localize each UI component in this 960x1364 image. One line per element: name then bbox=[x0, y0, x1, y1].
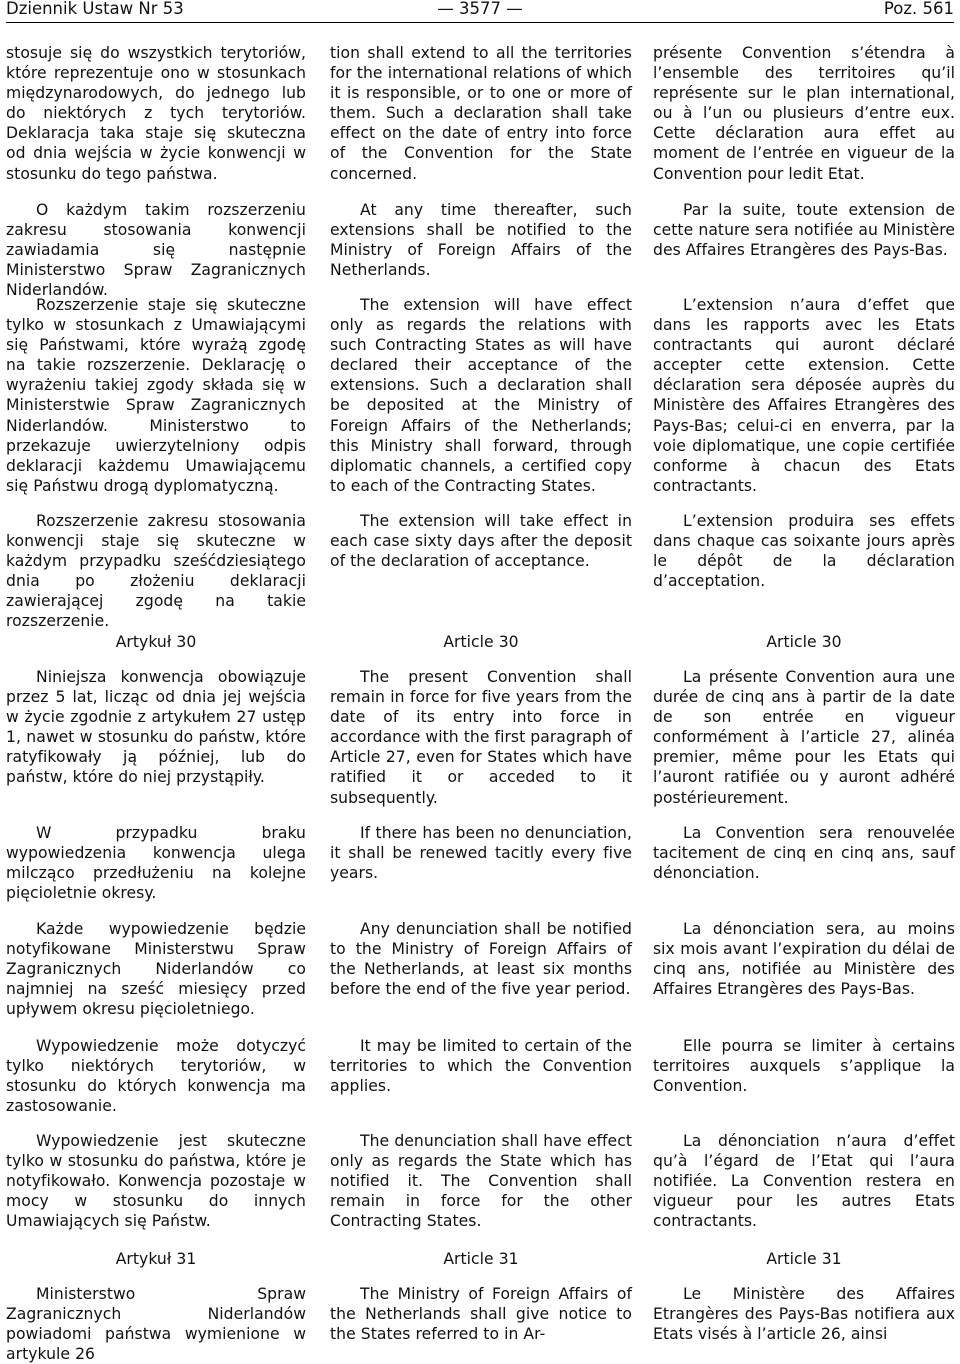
pl-paragraph-6: W przypadku braku wypowiedzenia konwencja ulega milcząco przedłużeniu na kolejne pięcioletnie okresy. bbox=[6, 824, 306, 903]
pl-paragraph-8: Wypowiedzenie może dotyczyć tylko niektórych terytoriów, w stosunku do których konwencja ma zastosowanie. bbox=[6, 1037, 306, 1116]
fr-article-31-heading: Article 31 bbox=[766, 1250, 842, 1268]
fr-paragraph-6: La Convention sera renouvelée tacitement de cinq en cinq ans, sauf dénonciation. bbox=[653, 824, 955, 883]
en-paragraph-3: The extension will have effect only as regards the relations with such Contracting States as will have declared their acceptance of the extensions. Such a declaration shall be deposited at the Ministry of Foreign Affairs of the Netherlands; this Ministry shall forward, through diplomatic channels, a certified copy to each of the Contracting States. bbox=[330, 296, 632, 495]
fr-article-30-heading: Article 30 bbox=[766, 633, 842, 651]
en-paragraph-7: Any denunciation shall be notified to the Ministry of Foreign Affairs of the Netherlands, at least six months before the end of the five year period. bbox=[330, 920, 632, 999]
en-paragraph-8: It may be limited to certain of the territories to which the Convention applies. bbox=[330, 1037, 632, 1096]
en-paragraph-1: tion shall extend to all the territories for the international relations of which it is responsible, or to one or more of them. Such a declaration shall take effect on the date of entry into force of the Convention for the State concerned. bbox=[330, 44, 632, 183]
fr-paragraph-9: La dénonciation n’aura d’effet qu’à l’égard de l’Etat qui l’aura notifiée. La Convention restera en vigueur pour les autres Etats contractants. bbox=[653, 1132, 955, 1231]
journal-title: Dziennik Ustaw Nr 53 bbox=[6, 0, 184, 18]
en-article-30-heading: Article 30 bbox=[443, 633, 519, 651]
pl-paragraph-3: Rozszerzenie staje się skuteczne tylko w stosunkach z Umawiającymi się Państwami, które wyrażą zgodę na takie rozszerzenie. Deklarację o wyrażeniu takiej zgody składa się w Ministerstwie Spraw Zagranicznych Niderlandów. Ministerstwo to przekazuje uwierzytelniony odpis deklaracji każdemu Umawiającemu się Państwu drogą dyplomatyczną. bbox=[6, 296, 306, 495]
fr-paragraph-1: présente Convention s’étendra à l’ensemble des territoires qu’il représente sur le plan international, ou à l’un ou plusieurs d’entre eux. Cette déclaration aura effet au moment de l’entrée en vigueur de la Convention pour ledit Etat. bbox=[653, 44, 955, 183]
en-paragraph-6: If there has been no denunciation, it shall be renewed tacitly every five years. bbox=[330, 824, 632, 883]
en-paragraph-10: The Ministry of Foreign Affairs of the Netherlands shall give notice to the States referred to in Ar- bbox=[330, 1285, 632, 1344]
en-paragraph-2: At any time thereafter, such extensions shall be notified to the Ministry of Foreign Affairs of the Netherlands. bbox=[330, 201, 632, 280]
fr-paragraph-2: Par la suite, toute extension de cette nature sera notifiée au Ministère des Affaires Etrangères des Pays-Bas. bbox=[653, 201, 955, 260]
position-number: Poz. 561 bbox=[883, 0, 954, 18]
page-number: — 3577 — bbox=[437, 0, 523, 18]
pl-paragraph-9: Wypowiedzenie jest skuteczne tylko w stosunku do państwa, które je notyfikowało. Konwencja pozostaje w mocy w stosunku do innych Umawiających się Państw. bbox=[6, 1132, 306, 1231]
fr-paragraph-7: La dénonciation sera, au moins six mois avant l’expiration du délai de cinq ans, notifiée au Ministère des Affaires Etrangères des Pays-Bas. bbox=[653, 920, 955, 999]
fr-paragraph-10: Le Ministère des Affaires Etrangères des Pays-Bas notifiera aux Etats visés à l’article 26, ainsi bbox=[653, 1285, 955, 1344]
pl-article-30-heading: Artykuł 30 bbox=[115, 633, 197, 651]
en-paragraph-4: The extension will take effect in each case sixty days after the deposit of the declaration of acceptance. bbox=[330, 512, 632, 571]
pl-paragraph-2: O każdym takim rozszerzeniu zakresu stosowania konwencji zawiadamia się następnie Ministerstwo Spraw Zagranicznych Niderlandów. bbox=[6, 201, 306, 300]
fr-paragraph-5: La présente Convention aura une durée de cinq ans à partir de la date de son entrée en vigueur conformément à l’article 27, alinéa premier, même pour les Etats qui l’auront ratifiée ou y auront adhéré postérieurement. bbox=[653, 668, 955, 807]
pl-paragraph-7: Każde wypowiedzenie będzie notyfikowane Ministerstwu Spraw Zagranicznych Niderlandów co najmniej na sześć miesięcy przed upływem okresu pięcioletniego. bbox=[6, 920, 306, 1019]
pl-paragraph-4: Rozszerzenie zakresu stosowania konwencji staje się skuteczne w każdym przypadku sześćdziesiątego dnia po złożeniu deklaracji zawierającej zgodę na takie rozszerzenie. bbox=[6, 512, 306, 631]
en-paragraph-5: The present Convention shall remain in force for five years from the date of its entry into force in accordance with the first paragraph of Article 27, even for States which have ratified it or acceded to it subsequently. bbox=[330, 668, 632, 807]
fr-paragraph-3: L’extension n’aura d’effet que dans les rapports avec les Etats contractants qui auront déclaré accepter cette extension. Cette déclaration sera déposée auprès du Ministère des Affaires Etrangères des Pays-Bas; celui-ci en enverra, par la voie diplomatique, une copie certifiée conforme à chacun des Etats contractants. bbox=[653, 296, 955, 495]
pl-paragraph-10: Ministerstwo Spraw Zagranicznych Niderlandów powiadomi państwa wymienione w artykule 26 bbox=[6, 1285, 306, 1364]
fr-paragraph-8: Elle pourra se limiter à certains territoires auxquels s’applique la Convention. bbox=[653, 1037, 955, 1096]
pl-article-31-heading: Artykuł 31 bbox=[115, 1250, 197, 1268]
page-header bbox=[6, 0, 954, 23]
fr-paragraph-4: L’extension produira ses effets dans chaque cas soixante jours après le dépôt de la déclaration d’acceptation. bbox=[653, 512, 955, 591]
pl-paragraph-1: stosuje się do wszystkich terytoriów, które reprezentuje ono w stosunkach międzynarodowych, do jednego lub do niektórych z tych terytoriów. Deklaracja taka staje się skuteczna od dnia wejścia w życie konwencji w stosunku do tego państwa. bbox=[6, 44, 306, 183]
pl-paragraph-5: Niniejsza konwencja obowiązuje przez 5 lat, licząc od dnia jej wejścia w życie zgodnie z artykułem 27 ustęp 1, nawet w stosunku do państw, które ratyfikowały ją później, lub do państw, które do niej przystąpiły. bbox=[6, 668, 306, 787]
en-article-31-heading: Article 31 bbox=[443, 1250, 519, 1268]
en-paragraph-9: The denunciation shall have effect only as regards the State which has notified it. The Convention shall remain in force for the other Contracting States. bbox=[330, 1132, 632, 1231]
